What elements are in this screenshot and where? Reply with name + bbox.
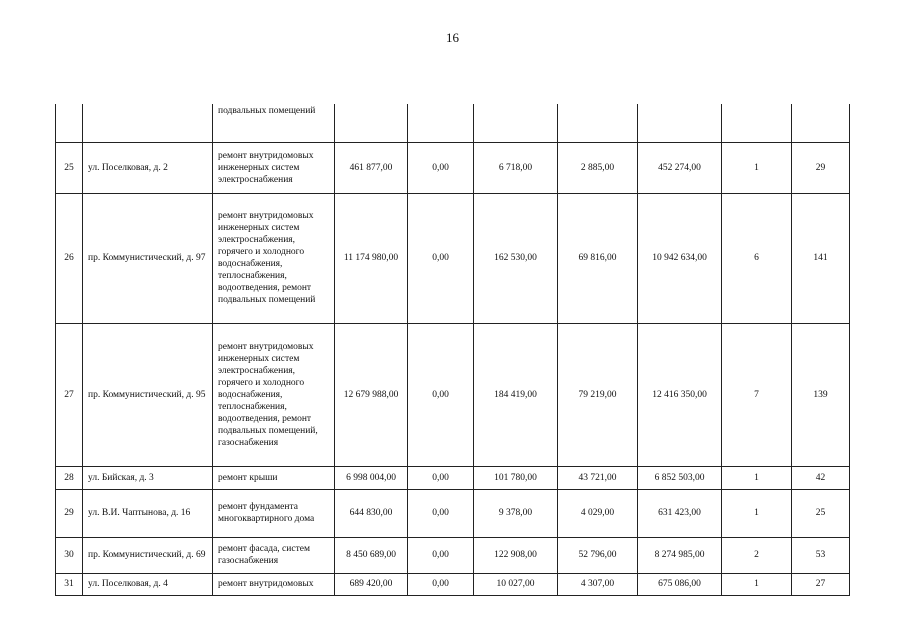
value-cell: 6: [722, 193, 792, 323]
work-type-cell: ремонт внутридомовых инженерных систем электроснабжения, горячего и холодного водоснабжения, теплоснабжения, водоотведения, ремонт подвальных помещений: [213, 193, 335, 323]
table-row: [56, 142, 850, 193]
value-cell: 53: [792, 537, 850, 573]
value-cell: 69 816,00: [558, 193, 638, 323]
address-cell: пр. Коммунистический, д. 69: [83, 537, 213, 573]
value-cell: 101 780,00: [474, 466, 558, 489]
value-cell: 2 885,00: [558, 142, 638, 193]
value-cell: [792, 104, 850, 142]
value-cell: 2: [722, 537, 792, 573]
address-cell: ул. Бийская, д. 3: [83, 466, 213, 489]
value-cell: 0,00: [408, 489, 474, 537]
row-number-cell: 30: [56, 537, 83, 573]
value-cell: [474, 104, 558, 142]
work-type-cell: ремонт фундамента многоквартирного дома: [213, 489, 335, 537]
total-cost-cell: 6 998 004,00: [335, 466, 408, 489]
total-cost-cell: [335, 104, 408, 142]
value-cell: 6 718,00: [474, 142, 558, 193]
value-cell: 7: [722, 323, 792, 466]
value-cell: 29: [792, 142, 850, 193]
address-cell: [83, 104, 213, 142]
value-cell: 675 086,00: [638, 573, 722, 595]
value-cell: 139: [792, 323, 850, 466]
work-type-cell: ремонт крыши: [213, 466, 335, 489]
value-cell: 0,00: [408, 573, 474, 595]
value-cell: 12 416 350,00: [638, 323, 722, 466]
work-type-cell: ремонт внутридомовых инженерных систем электроснабжения, горячего и холодного водоснабжения, теплоснабжения, водоотведения, ремонт подвальных помещений, газоснабжения: [213, 323, 335, 466]
row-number-cell: 28: [56, 466, 83, 489]
value-cell: 452 274,00: [638, 142, 722, 193]
value-cell: 0,00: [408, 323, 474, 466]
value-cell: [408, 104, 474, 142]
value-cell: 1: [722, 142, 792, 193]
table-row: [56, 466, 850, 489]
value-cell: 10 027,00: [474, 573, 558, 595]
table-row: [56, 537, 850, 573]
total-cost-cell: 11 174 980,00: [335, 193, 408, 323]
row-number-cell: 27: [56, 323, 83, 466]
address-cell: пр. Коммунистический, д. 95: [83, 323, 213, 466]
total-cost-cell: 644 830,00: [335, 489, 408, 537]
value-cell: 4 307,00: [558, 573, 638, 595]
total-cost-cell: 461 877,00: [335, 142, 408, 193]
value-cell: 0,00: [408, 466, 474, 489]
work-type-cell: ремонт фасада, систем газоснабжения: [213, 537, 335, 573]
value-cell: 25: [792, 489, 850, 537]
row-number-cell: 31: [56, 573, 83, 595]
work-type-cell: ремонт внутридомовых инженерных систем электроснабжения: [213, 142, 335, 193]
total-cost-cell: 8 450 689,00: [335, 537, 408, 573]
total-cost-cell: 689 420,00: [335, 573, 408, 595]
value-cell: 52 796,00: [558, 537, 638, 573]
table-row-continuation: [56, 104, 850, 142]
value-cell: 42: [792, 466, 850, 489]
row-number-cell: 25: [56, 142, 83, 193]
value-cell: 10 942 634,00: [638, 193, 722, 323]
value-cell: 0,00: [408, 142, 474, 193]
value-cell: 0,00: [408, 537, 474, 573]
value-cell: 6 852 503,00: [638, 466, 722, 489]
total-cost-cell: 12 679 988,00: [335, 323, 408, 466]
page-number: 16: [446, 30, 459, 45]
value-cell: 43 721,00: [558, 466, 638, 489]
table-row: [56, 489, 850, 537]
value-cell: 1: [722, 573, 792, 595]
address-cell: ул. Поселковая, д. 4: [83, 573, 213, 595]
value-cell: 0,00: [408, 193, 474, 323]
value-cell: 162 530,00: [474, 193, 558, 323]
value-cell: 79 219,00: [558, 323, 638, 466]
value-cell: [722, 104, 792, 142]
value-cell: 141: [792, 193, 850, 323]
value-cell: 184 419,00: [474, 323, 558, 466]
address-cell: ул. В.И. Чаптынова, д. 16: [83, 489, 213, 537]
address-cell: ул. Поселковая, д. 2: [83, 142, 213, 193]
value-cell: 9 378,00: [474, 489, 558, 537]
value-cell: 631 423,00: [638, 489, 722, 537]
value-cell: 1: [722, 466, 792, 489]
row-number-cell: 26: [56, 193, 83, 323]
table-row: [56, 573, 850, 595]
table-row: [56, 193, 850, 323]
row-number-cell: [56, 104, 83, 142]
work-type-cell: подвальных помещений: [213, 104, 335, 142]
value-cell: 8 274 985,00: [638, 537, 722, 573]
value-cell: 122 908,00: [474, 537, 558, 573]
work-type-cell: ремонт внутридомовых: [213, 573, 335, 595]
value-cell: [558, 104, 638, 142]
value-cell: 4 029,00: [558, 489, 638, 537]
value-cell: [638, 104, 722, 142]
housing-repair-table: [55, 104, 850, 596]
value-cell: 27: [792, 573, 850, 595]
value-cell: 1: [722, 489, 792, 537]
table-row: [56, 323, 850, 466]
row-number-cell: 29: [56, 489, 83, 537]
address-cell: пр. Коммунистический, д. 97: [83, 193, 213, 323]
